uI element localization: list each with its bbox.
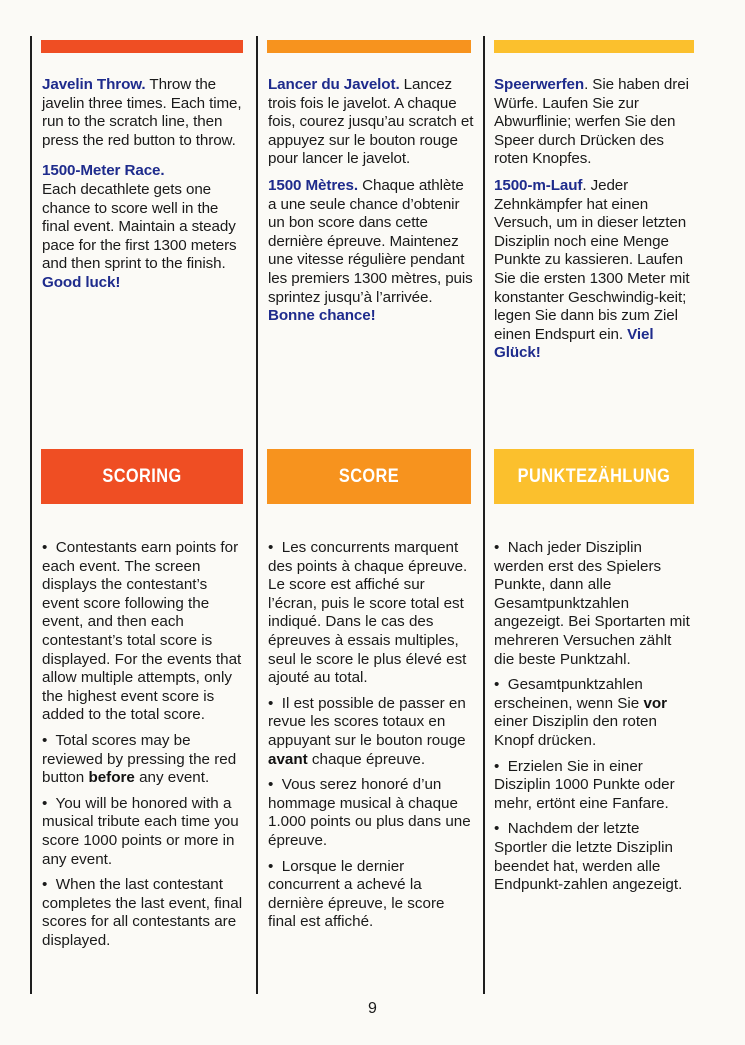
french-javelin-title: Lancer du Javelot.	[268, 76, 400, 93]
french-scoring-banner	[267, 449, 471, 504]
french-good-luck: Bonne chance!	[268, 307, 376, 325]
french-race-text: Chaque athlète a une seule chance d’obtenir un bon score dans cette dernière épreuve. Maintenez une vitesse régulière pendant les premiers 1300 mètres, puis sprintez jusqu’à l’arrivée.	[268, 176, 473, 306]
english-bullet-2-bold: before	[88, 769, 135, 787]
english-race-title: 1500-Meter Race.	[42, 162, 165, 180]
bullet-icon: •	[42, 539, 48, 556]
list-item	[494, 820, 694, 894]
german-bullet-1: Nach jeder Disziplin werden erst des Spielers Punkte, dann alle Gesamtpunktzahlen angezeigt. Bei Sportarten mit mehreren Versuchen zählt die beste Punktzahl.	[494, 539, 690, 668]
french-bullet-3: Vous serez honoré d’un hommage musical à chaque 1.000 points ou plus dans une épreuve.	[268, 776, 471, 849]
list-item	[494, 539, 694, 669]
german-color-bar	[494, 40, 694, 53]
german-race	[494, 177, 694, 363]
german-javelin-text: . Sie haben drei Würfe. Laufen Sie zur Abwurflinie; werfen Sie den Speer durch Drücken des roten Knopfes.	[494, 76, 689, 168]
english-javelin-title: Javelin Throw.	[42, 76, 146, 93]
english-javelin	[42, 76, 246, 150]
english-bullet-4: When the last contestant completes the last event, final scores for all contestants are displayed.	[42, 876, 243, 949]
french-race	[268, 177, 476, 326]
english-scoring-list	[42, 539, 246, 957]
bullet-icon: •	[268, 694, 274, 712]
english-good-luck: Good luck!	[42, 273, 121, 291]
french-bullet-1: Les concurrents marquent des points à chaque épreuve. Le score est affiché sur l’écran, puis le score total est indiqué. Dans le cas des épreuves à essais multiples, seul le score le plus élevé est ajouté au total.	[268, 539, 468, 687]
english-color-bar	[41, 40, 243, 53]
french-bullet-2-pre: Il est possible de passer en revue les scores totaux en appuyant sur le bouton rouge	[268, 694, 466, 749]
page-number: 9	[368, 1000, 377, 1017]
french-color-bar	[267, 40, 471, 53]
list-item	[494, 758, 694, 814]
french-bullet-2-bold: avant	[268, 750, 308, 768]
german-bullet-4: Nachdem der letzte Sportler die letzte Disziplin beendet hat, werden alle Endpunkt-zahlen angezeigt.	[494, 820, 683, 894]
bullet-icon: •	[268, 857, 274, 875]
german-race-title: 1500-m-Lauf	[494, 176, 583, 194]
english-race-text: Each decathlete gets one chance to score well in the final event. Maintain a steady pace for the first 1300 meters and then sprint to the finish.	[42, 180, 237, 273]
english-bullet-1: Contestants earn points for each event. The screen displays the contestant’s event score following the event, and then each contestant’s total score is displayed. For the events that allow multiple attempts, only the highest event score is added to the total score.	[42, 539, 242, 724]
bullet-icon: •	[494, 676, 500, 694]
list-item	[268, 858, 472, 932]
french-javelin-text: Lancez trois fois le javelot. A chaque fois, courez jusqu’au scratch et appuyez sur le bouton rouge pour lancer le javelot.	[268, 76, 474, 168]
english-scoring-header: SCORING	[102, 465, 182, 487]
german-good-luck: Viel Glück!	[494, 325, 654, 362]
bullet-icon: •	[268, 539, 274, 556]
english-bullet-2-post: any event.	[134, 769, 210, 787]
english-bullet-2-pre: Total scores may be reviewed by pressing the red button	[42, 731, 237, 787]
french-javelin	[268, 76, 476, 169]
french-events	[268, 76, 476, 332]
list-item	[268, 695, 472, 769]
french-race-title: 1500 Mètres.	[268, 176, 358, 194]
german-javelin-title: Speerwerfen	[494, 76, 585, 93]
english-race	[42, 162, 246, 292]
list-item	[268, 776, 472, 850]
german-bullet-2-pre: Gesamtpunktzahlen erscheinen, wenn Sie	[494, 676, 644, 712]
french-scoring-list	[268, 539, 472, 939]
column-divider-left	[30, 36, 32, 994]
list-item	[494, 676, 694, 750]
column-divider-1	[256, 36, 258, 994]
list-item	[42, 539, 246, 725]
german-bullet-2-post: einer Disziplin den roten Knopf drücken.	[494, 713, 657, 749]
german-race-text: . Jeder Zehnkämpfer hat einen Versuch, um in dieser letzten Disziplin noch eine Menge Punkte zu kassieren. Laufen Sie die ersten 1300 Meter mit konstanter Geschwindig-keit; legen Sie dann bis zum Ziel einen Endspurt ein.	[494, 176, 690, 343]
german-scoring-list	[494, 539, 694, 902]
bullet-icon: •	[494, 820, 500, 838]
german-scoring-banner	[494, 449, 694, 504]
bullet-icon: •	[42, 794, 48, 812]
list-item	[268, 539, 472, 688]
german-bullet-2-bold: vor	[643, 694, 668, 712]
german-javelin	[494, 76, 694, 169]
column-divider-2	[483, 36, 485, 994]
french-bullet-2-post: chaque épreuve.	[307, 750, 426, 768]
bullet-icon: •	[494, 539, 500, 556]
bullet-icon: •	[494, 757, 500, 775]
list-item	[42, 795, 246, 869]
german-bullet-3: Erzielen Sie in einer Disziplin 1000 Punkte oder mehr, ertönt eine Fanfare.	[494, 757, 675, 812]
german-scoring-header: PUNKTEZÄHLUNG	[517, 465, 671, 487]
german-events	[494, 76, 694, 369]
english-scoring-banner	[41, 449, 243, 504]
bullet-icon: •	[42, 731, 48, 749]
english-bullet-3: You will be honored with a musical tribute each time you score 1000 points or more in any event.	[42, 794, 239, 868]
french-bullet-4: Lorsque le dernier concurrent a achevé la dernière épreuve, le score final est affiché.	[268, 857, 445, 931]
french-scoring-header: SCORE	[338, 465, 400, 487]
bullet-icon: •	[42, 876, 48, 894]
english-events	[42, 76, 246, 299]
bullet-icon: •	[268, 776, 274, 794]
english-javelin-text: Throw the javelin three times. Each time, run to the scratch line, then press the red button to throw.	[42, 76, 242, 149]
list-item	[42, 876, 246, 950]
list-item	[42, 732, 246, 788]
